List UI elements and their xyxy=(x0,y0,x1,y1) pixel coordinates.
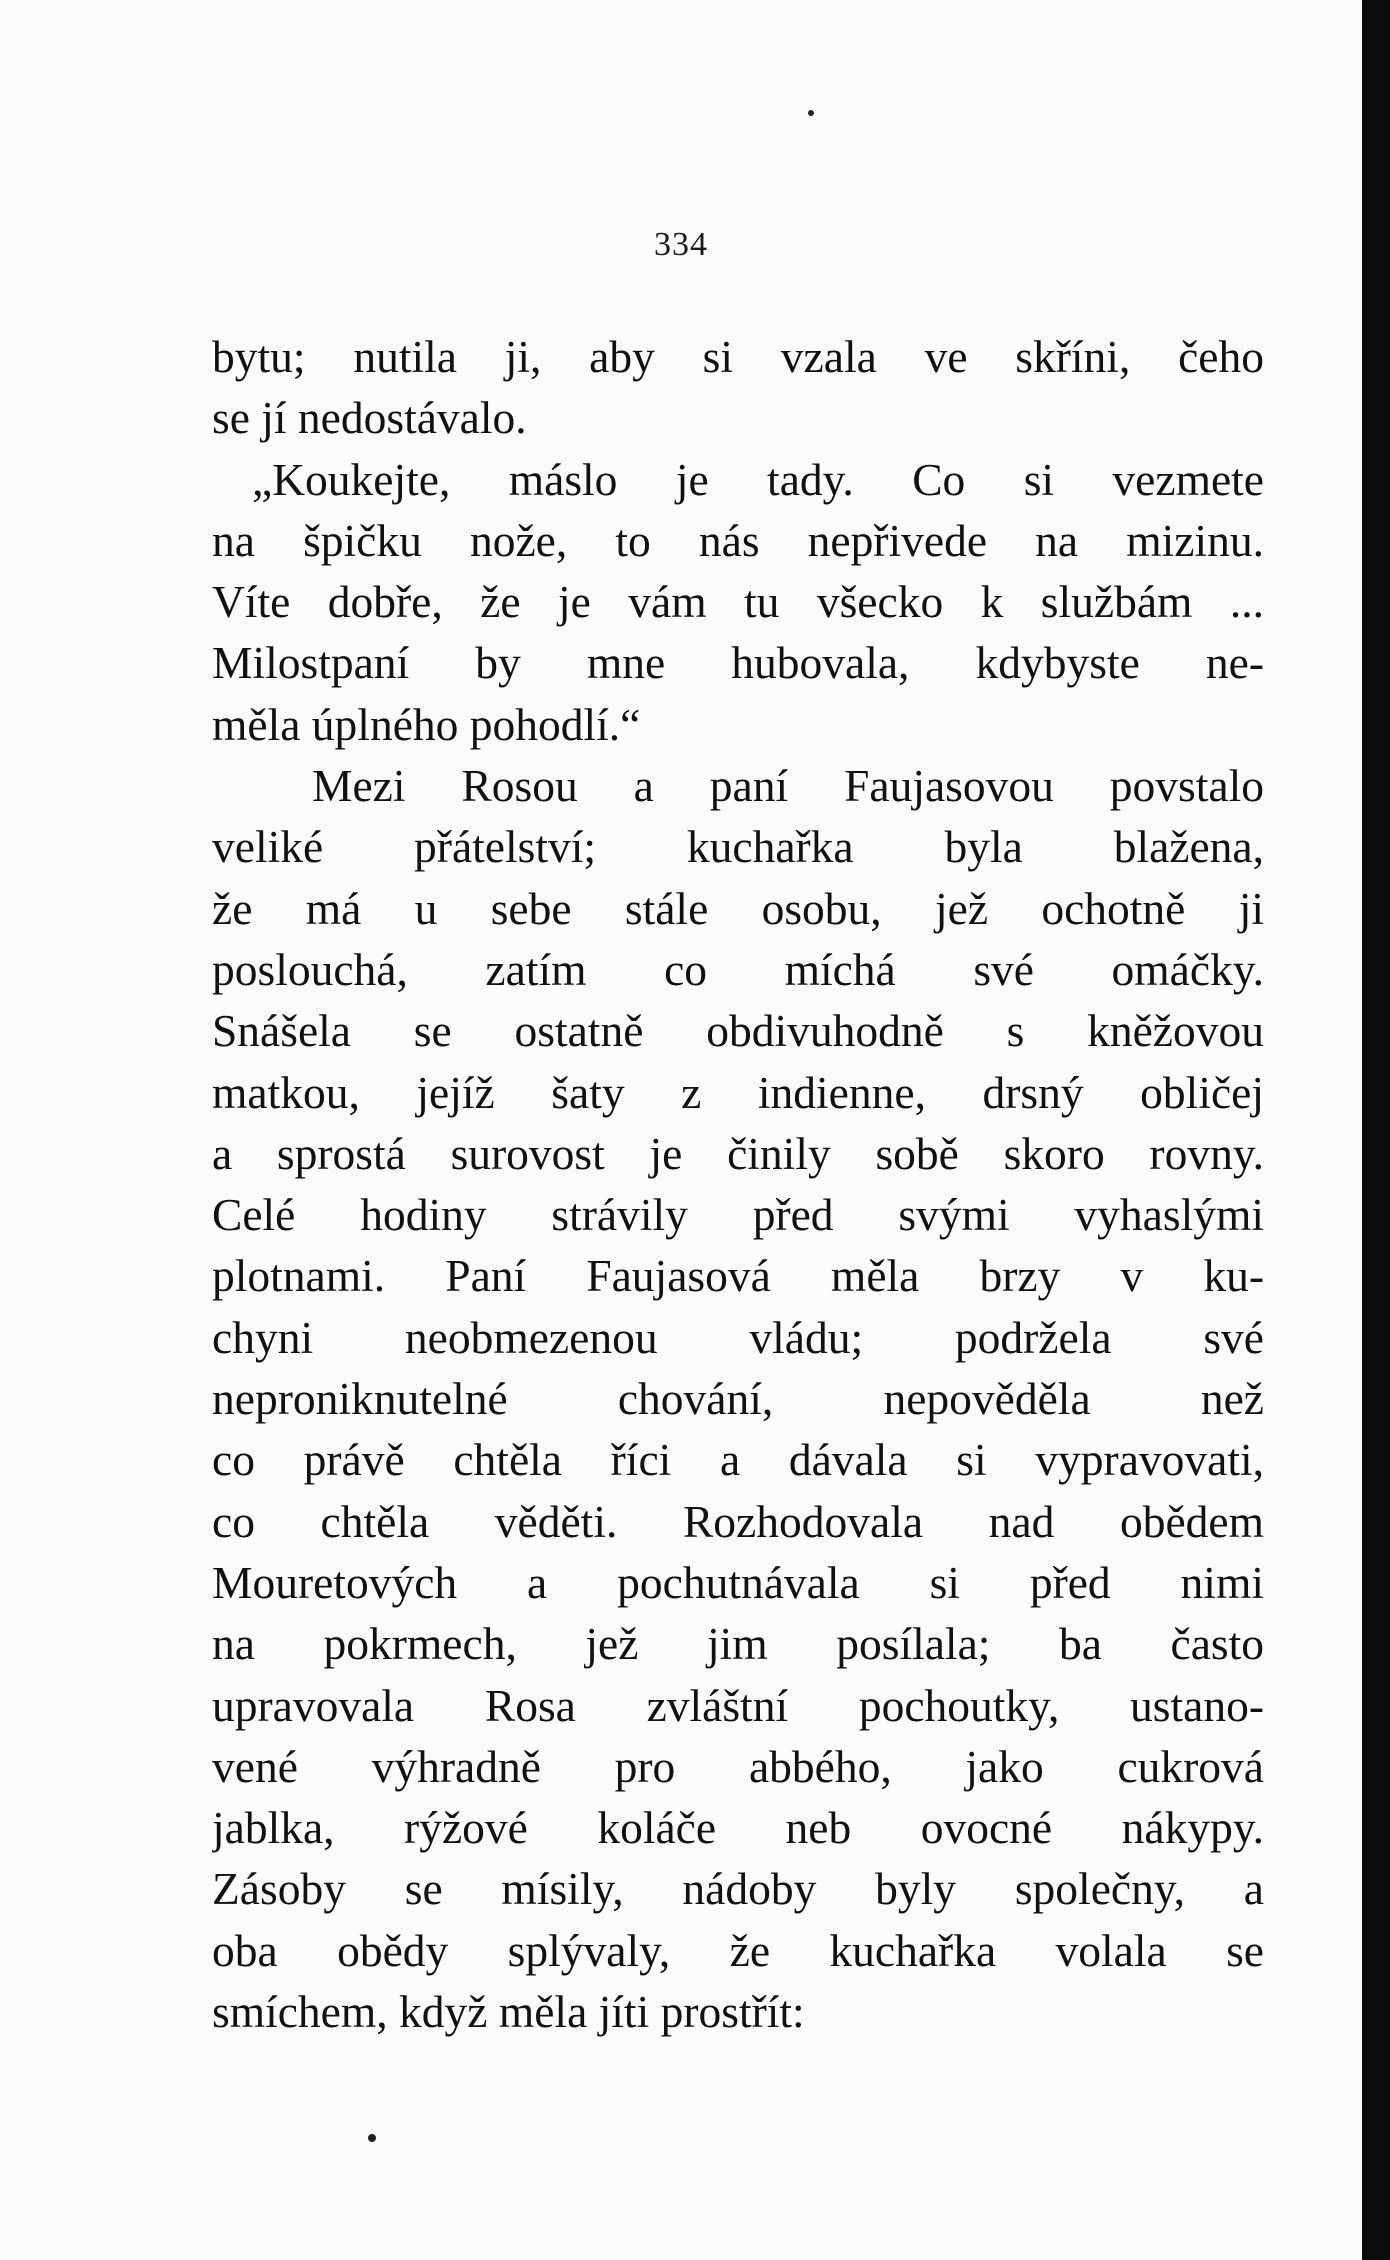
text-line: Zásoby se mísily, nádoby byly společny, a xyxy=(212,1863,1264,1915)
text-line: Víte dobře, že je vám tu všecko k službám ... xyxy=(212,576,1264,628)
text-line: že má u sebe stále osobu, jež ochotně ji xyxy=(212,882,1264,934)
text-line: chyni neobmezenou vládu; podržela své xyxy=(212,1311,1264,1363)
text-line: Snášela se ostatně obdivuhodně s kněžovou xyxy=(212,1005,1264,1057)
text-line: veliké přátelství; kuchařka byla blažena, xyxy=(212,821,1264,873)
text-line: poslouchá, zatím co míchá své omáčky. xyxy=(212,943,1264,995)
text-line: co právě chtěla říci a dávala si vypravovati, xyxy=(212,1434,1264,1486)
text-line: vené výhradně pro abbého, jako cukrová xyxy=(212,1740,1264,1792)
dust-speck xyxy=(368,2134,376,2142)
text-line: co chtěla věděti. Rozhodovala nad obědem xyxy=(212,1495,1264,1547)
text-line: měla úplného pohodlí.“ xyxy=(212,698,641,750)
text-line: smíchem, když měla jíti prostřít: xyxy=(212,1986,805,2038)
body-text xyxy=(212,326,1264,2042)
text-line: upravovala Rosa zvláštní pochoutky, ustano- xyxy=(212,1679,1264,1731)
text-line: plotnami. Paní Faujasová měla brzy v ku- xyxy=(212,1250,1264,1302)
text-line: Milostpaní by mne hubovala, kdybyste ne- xyxy=(212,637,1264,689)
text-line: oba obědy splývaly, že kuchařka volala se xyxy=(212,1924,1264,1976)
text-line: a sprostá surovost je činily sobě skoro rovny. xyxy=(212,1127,1264,1179)
page-number: 334 xyxy=(654,226,708,263)
text-line: matkou, jejíž šaty z indienne, drsný obličej xyxy=(212,1066,1264,1118)
text-line: Mezi Rosou a paní Faujasovou povstalo xyxy=(312,760,1264,812)
text-line: bytu; nutila ji, aby si vzala ve skříni, čeho xyxy=(212,331,1264,382)
scan-edge xyxy=(1362,0,1390,2260)
dust-speck xyxy=(808,110,814,116)
text-line: jablka, rýžové koláče neb ovocné nákypy. xyxy=(212,1802,1264,1854)
text-line: neproniknutelné chování, nepověděla než xyxy=(212,1373,1264,1425)
text-line: „Koukejte, máslo je tady. Co si vezmete xyxy=(252,453,1264,505)
text-line: Mouretových a pochutnávala si před nimi xyxy=(212,1556,1264,1608)
text-line: Celé hodiny strávily před svými vyhaslými xyxy=(212,1189,1264,1241)
text-line: na pokrmech, jež jim posílala; ba často xyxy=(212,1618,1264,1670)
text-line: na špičku nože, to nás nepřivede na mizinu. xyxy=(212,514,1264,566)
text-line: se jí nedostávalo. xyxy=(212,392,527,444)
